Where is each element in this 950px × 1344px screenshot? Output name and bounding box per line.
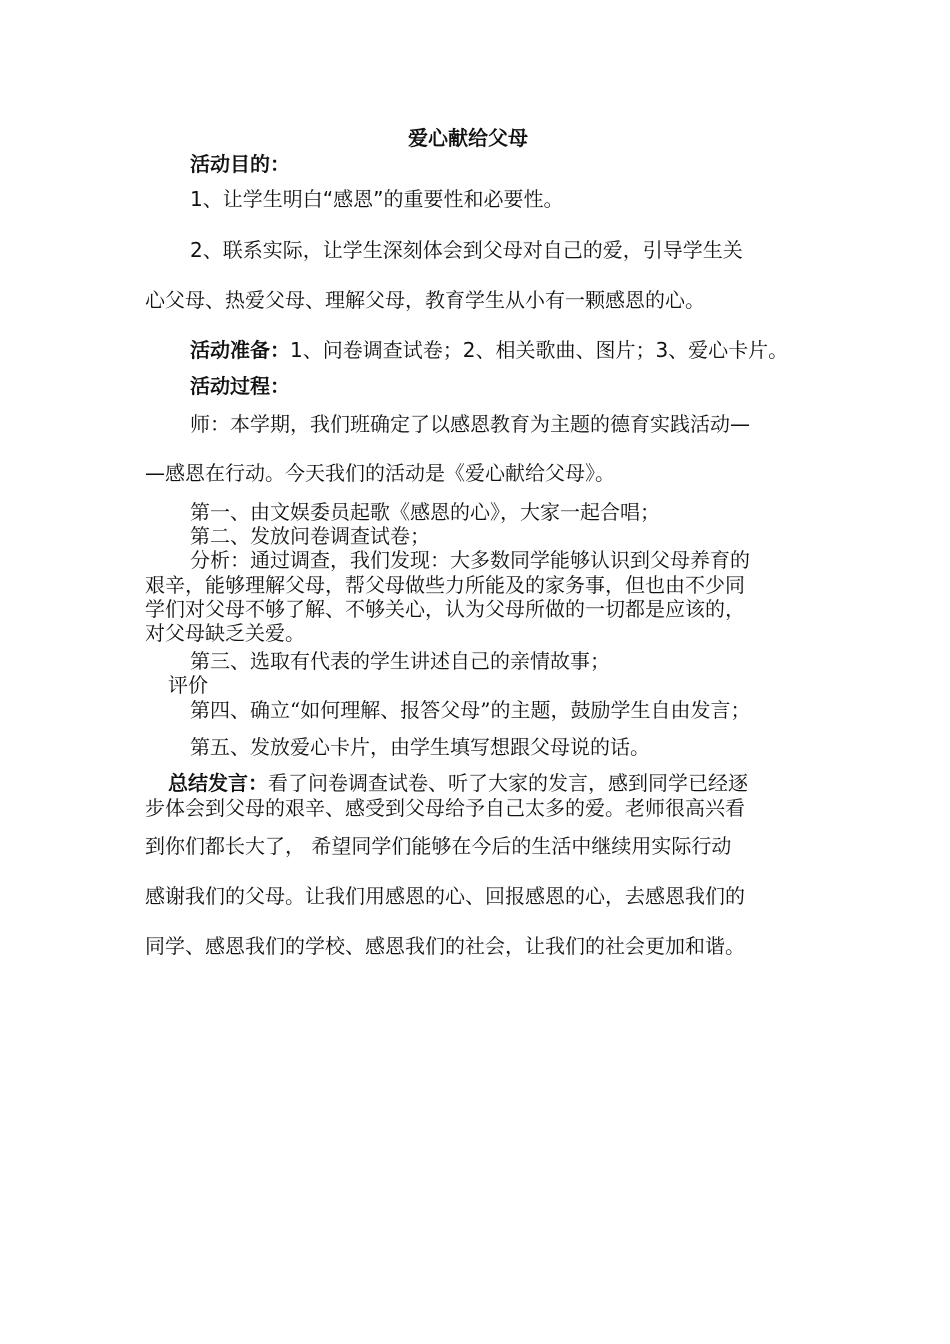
- step-3: 第三、选取有代表的学生讲述自己的亲情故事；: [190, 649, 610, 673]
- summary-line-4: 感谢我们的父母。让我们用感恩的心、回报感恩的心，去感恩我们的: [145, 884, 745, 908]
- step-1: 第一、由文娱委员起歌《感恩的心》，大家一起合唱；: [190, 500, 660, 524]
- analysis-line-4: 对父母缺乏关爱。: [145, 621, 305, 645]
- preparation-paragraph: [190, 338, 788, 362]
- process-heading: 活动过程：: [190, 374, 290, 398]
- summary-line-2: 步体会到父母的艰辛、感受到父母给予自己太多的爱。老师很高兴看: [145, 796, 745, 820]
- purpose-item-1: 1、让学生明白“感恩”的重要性和必要性。: [190, 187, 564, 211]
- teacher-line-2: —感恩在行动。今天我们的活动是《爱心献给父母》。: [145, 461, 615, 485]
- purpose-item-2-line-2: 心父母、热爱父母、理解父母，教育学生从小有一颗感恩的心。: [145, 288, 705, 312]
- summary-text-1: 看了问卷调查试卷、听了大家的发言，感到同学已经逐: [268, 771, 748, 795]
- step-4: 第四、确立“如何理解、报答父母”的主题，鼓励学生自由发言；: [190, 698, 751, 722]
- summary-line-3: 到你们都长大了， 希望同学们能够在今后的生活中继续用实际行动: [145, 834, 732, 858]
- document-title: 爱心献给父母: [408, 126, 528, 150]
- analysis-line-3: 学们对父母不够了解、不够关心，认为父母所做的一切都是应该的，: [145, 597, 745, 621]
- summary-line-5: 同学、感恩我们的学校、感恩我们的社会，让我们的社会更加和谐。: [145, 934, 745, 958]
- summary-line-1: [168, 771, 748, 795]
- analysis-line-1: 分析：通过调查，我们发现：大多数同学能够认识到父母养育的: [190, 548, 750, 572]
- purpose-heading: 活动目的：: [190, 152, 290, 176]
- evaluation-label: 评价: [168, 673, 208, 697]
- purpose-item-2-line-1: 2、联系实际，让学生深刻体会到父母对自己的爱，引导学生关: [190, 238, 743, 262]
- step-5: 第五、发放爱心卡片，由学生填写想跟父母说的话。: [190, 735, 650, 759]
- step-2: 第二、发放问卷调查试卷；: [190, 524, 430, 548]
- summary-heading: 总结发言：: [168, 771, 268, 795]
- preparation-text: 1、问卷调查试卷；2、相关歌曲、图片；3、爱心卡片。: [290, 338, 789, 362]
- teacher-line-1: 师：本学期，我们班确定了以感恩教育为主题的德育实践活动—: [190, 412, 750, 436]
- analysis-line-2: 艰辛，能够理解父母，帮父母做些力所能及的家务事，但也由不少同: [145, 573, 745, 597]
- preparation-heading: 活动准备：: [190, 338, 290, 362]
